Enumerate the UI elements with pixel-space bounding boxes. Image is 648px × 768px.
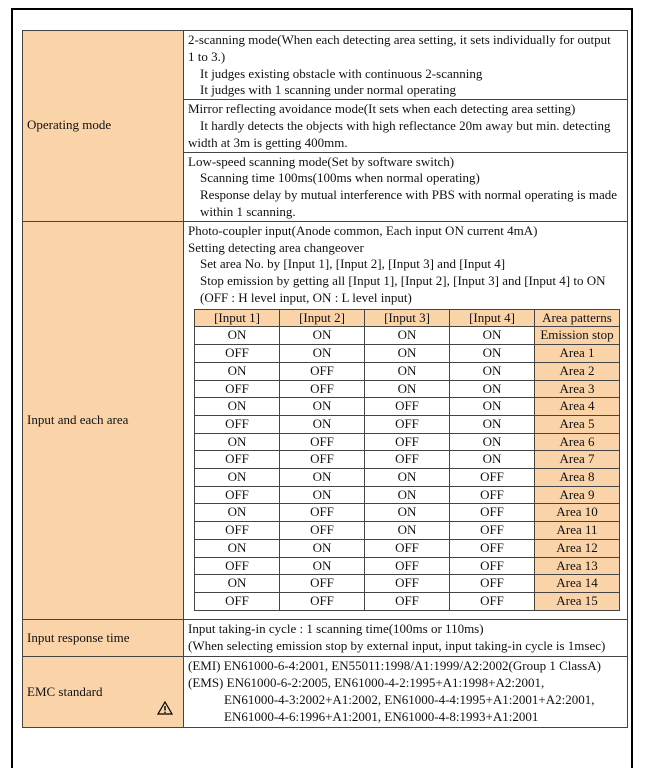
header-input-2: [Input 2] [280,309,365,327]
table-row [195,575,620,593]
input-area-label: Input and each area [23,221,184,619]
table-row [195,415,620,433]
area-pattern-table [194,309,620,611]
emc-line2: (EMS) EN61000-6-2:2005, EN61000-4-2:1995+A1:1998+A2:2001, [188,675,545,691]
input-state-cell: ON [195,575,280,593]
emc-label-wrap [27,684,179,701]
table-row [195,327,620,345]
table-row [195,557,620,575]
input-state-cell: ON [195,362,280,380]
warning-triangle-icon [157,701,173,715]
input-state-cell: OFF [195,345,280,363]
input-state-cell: ON [450,415,535,433]
input-area-line1: Photo-coupler input(Anode common, Each input ON current 4mA) [188,222,538,238]
input-state-cell: OFF [365,539,450,557]
table-row [195,433,620,451]
table-row [195,486,620,504]
operating-mode-row [23,31,628,222]
input-state-cell: ON [450,451,535,469]
input-area-row [23,221,628,619]
input-state-cell: ON [280,469,365,487]
input-state-cell: OFF [450,575,535,593]
area-pattern-cell: Area 1 [535,345,620,363]
input-state-cell: ON [195,327,280,345]
two-scan-line1: It judges existing obstacle with continuous 2-scanning [200,65,483,81]
table-row [195,380,620,398]
two-scan-title: 2-scanning mode(When each detecting area setting, it sets individually for output [188,32,611,47]
input-state-cell: OFF [280,451,365,469]
low-speed-line1: Scanning time 100ms(100ms when normal operating) [200,170,480,186]
input-state-cell: ON [365,362,450,380]
input-state-cell: ON [365,469,450,487]
input-state-cell: OFF [365,415,450,433]
mirror-title: Mirror reflecting avoidance mode(It sets when each detecting area setting) [188,101,576,117]
low-speed-line2-cont: within 1 scanning. [200,203,296,219]
input-response-content [184,619,628,657]
area-pattern-cell: Area 6 [535,433,620,451]
input-state-cell: ON [280,415,365,433]
input-state-cell: ON [450,327,535,345]
input-state-cell: ON [450,433,535,451]
input-state-cell: OFF [195,557,280,575]
operating-mode-label: Operating mode [23,31,184,222]
emc-label-cell [23,657,184,728]
input-state-cell: ON [365,380,450,398]
emc-row [23,657,628,728]
operating-mode-content [184,31,628,222]
input-state-cell: OFF [365,398,450,416]
mirror-line1-cont: width at 3m is getting 400mm. [188,134,348,150]
table-row [195,504,620,522]
mirror-line1: It hardly detects the objects with high reflectance 20m away but min. detecting [200,117,611,133]
input-state-cell: OFF [280,380,365,398]
area-pattern-cell: Area 8 [535,469,620,487]
emc-line4: EN61000-4-6:1996+A1:2001, EN61000-4-8:1993+A1:2001 [224,708,539,724]
input-state-cell: OFF [195,522,280,540]
two-scan-title-cont: 1 to 3.) [188,48,226,64]
input-state-cell: ON [365,486,450,504]
area-pattern-cell: Area 3 [535,380,620,398]
input-state-cell: ON [365,327,450,345]
two-scan-block [184,31,627,100]
input-state-cell: ON [450,380,535,398]
table-row [195,522,620,540]
table-row [195,362,620,380]
input-state-cell: ON [365,504,450,522]
input-state-cell: ON [280,539,365,557]
input-state-cell: ON [195,539,280,557]
table-row [195,398,620,416]
input-state-cell: ON [280,398,365,416]
input-response-label: Input response time [23,619,184,657]
input-state-cell: ON [280,327,365,345]
input-state-cell: ON [450,398,535,416]
input-state-cell: OFF [450,539,535,557]
input-state-cell: OFF [365,451,450,469]
input-response-line2: (When selecting emission stop by external input, input taking-in cycle is 1msec) [188,637,606,653]
input-state-cell: OFF [280,433,365,451]
header-input-1: [Input 1] [195,309,280,327]
low-speed-block [184,153,627,221]
emc-line3: EN61000-4-3:2002+A1:2002, EN61000-4-4:1995+A1:2001+A2:2001, [224,691,595,707]
input-state-cell: ON [195,398,280,416]
input-state-cell: ON [365,345,450,363]
header-input-3: [Input 3] [365,309,450,327]
input-area-line5: (OFF : H level input, ON : L level input) [200,289,412,305]
spec-table [22,30,628,728]
input-state-cell: OFF [280,362,365,380]
input-state-cell: OFF [450,593,535,611]
input-state-cell: ON [195,504,280,522]
input-state-cell: ON [450,362,535,380]
input-area-line2: Setting detecting area changeover [188,239,364,255]
input-state-cell: OFF [365,575,450,593]
area-pattern-cell: Area 7 [535,451,620,469]
input-state-cell: OFF [365,593,450,611]
input-state-cell: OFF [195,380,280,398]
table-row [195,593,620,611]
input-state-cell: ON [280,345,365,363]
table-row [195,539,620,557]
area-pattern-cell: Area 10 [535,504,620,522]
two-scan-line2: It judges with 1 scanning under normal operating [200,82,456,98]
area-pattern-cell: Area 15 [535,593,620,611]
input-area-line4: Stop emission by getting all [Input 1], [Input 2], [Input 3] and [Input 4] to ON [200,273,606,289]
area-pattern-cell: Area 12 [535,539,620,557]
input-state-cell: OFF [195,486,280,504]
emc-content [184,657,628,728]
area-pattern-cell: Area 9 [535,486,620,504]
input-state-cell: OFF [450,486,535,504]
input-state-cell: OFF [450,469,535,487]
input-response-row [23,619,628,657]
input-state-cell: OFF [280,593,365,611]
input-state-cell: ON [450,345,535,363]
emc-label: EMC standard [27,683,103,699]
input-state-cell: OFF [195,451,280,469]
area-pattern-cell: Area 13 [535,557,620,575]
table-row [195,345,620,363]
area-pattern-cell: Emission stop [535,327,620,345]
input-state-cell: OFF [280,522,365,540]
input-state-cell: OFF [280,504,365,522]
input-state-cell: OFF [365,557,450,575]
low-speed-line2: Response delay by mutual interference with PBS with normal operating is made [200,187,617,203]
area-pattern-cell: Area 2 [535,362,620,380]
input-state-cell: ON [365,522,450,540]
input-state-cell: OFF [195,593,280,611]
area-header-row [195,309,620,327]
input-state-cell: ON [195,469,280,487]
low-speed-title: Low-speed scanning mode(Set by software switch) [188,153,455,169]
input-state-cell: OFF [195,415,280,433]
area-table-body [195,327,620,610]
input-state-cell: OFF [280,575,365,593]
table-row [195,469,620,487]
input-state-cell: OFF [450,522,535,540]
area-pattern-cell: Area 5 [535,415,620,433]
input-state-cell: ON [280,486,365,504]
input-state-cell: OFF [450,504,535,522]
input-area-line3: Set area No. by [Input 1], [Input 2], [Input 3] and [Input 4] [200,256,506,272]
area-pattern-cell: Area 11 [535,522,620,540]
emc-line1: (EMI) EN61000-6-4:2001, EN55011:1998/A1:1999/A2:2002(Group 1 ClassA) [188,658,601,674]
input-state-cell: ON [280,557,365,575]
mirror-block [184,100,627,152]
header-input-4: [Input 4] [450,309,535,327]
area-pattern-cell: Area 4 [535,398,620,416]
input-response-line1: Input taking-in cycle : 1 scanning time(100ms or 110ms) [188,620,484,636]
area-pattern-cell: Area 14 [535,575,620,593]
header-area-patterns: Area patterns [535,309,620,327]
input-area-content [184,221,628,619]
input-state-cell: OFF [450,557,535,575]
input-state-cell: OFF [365,433,450,451]
input-state-cell: ON [195,433,280,451]
table-row [195,451,620,469]
